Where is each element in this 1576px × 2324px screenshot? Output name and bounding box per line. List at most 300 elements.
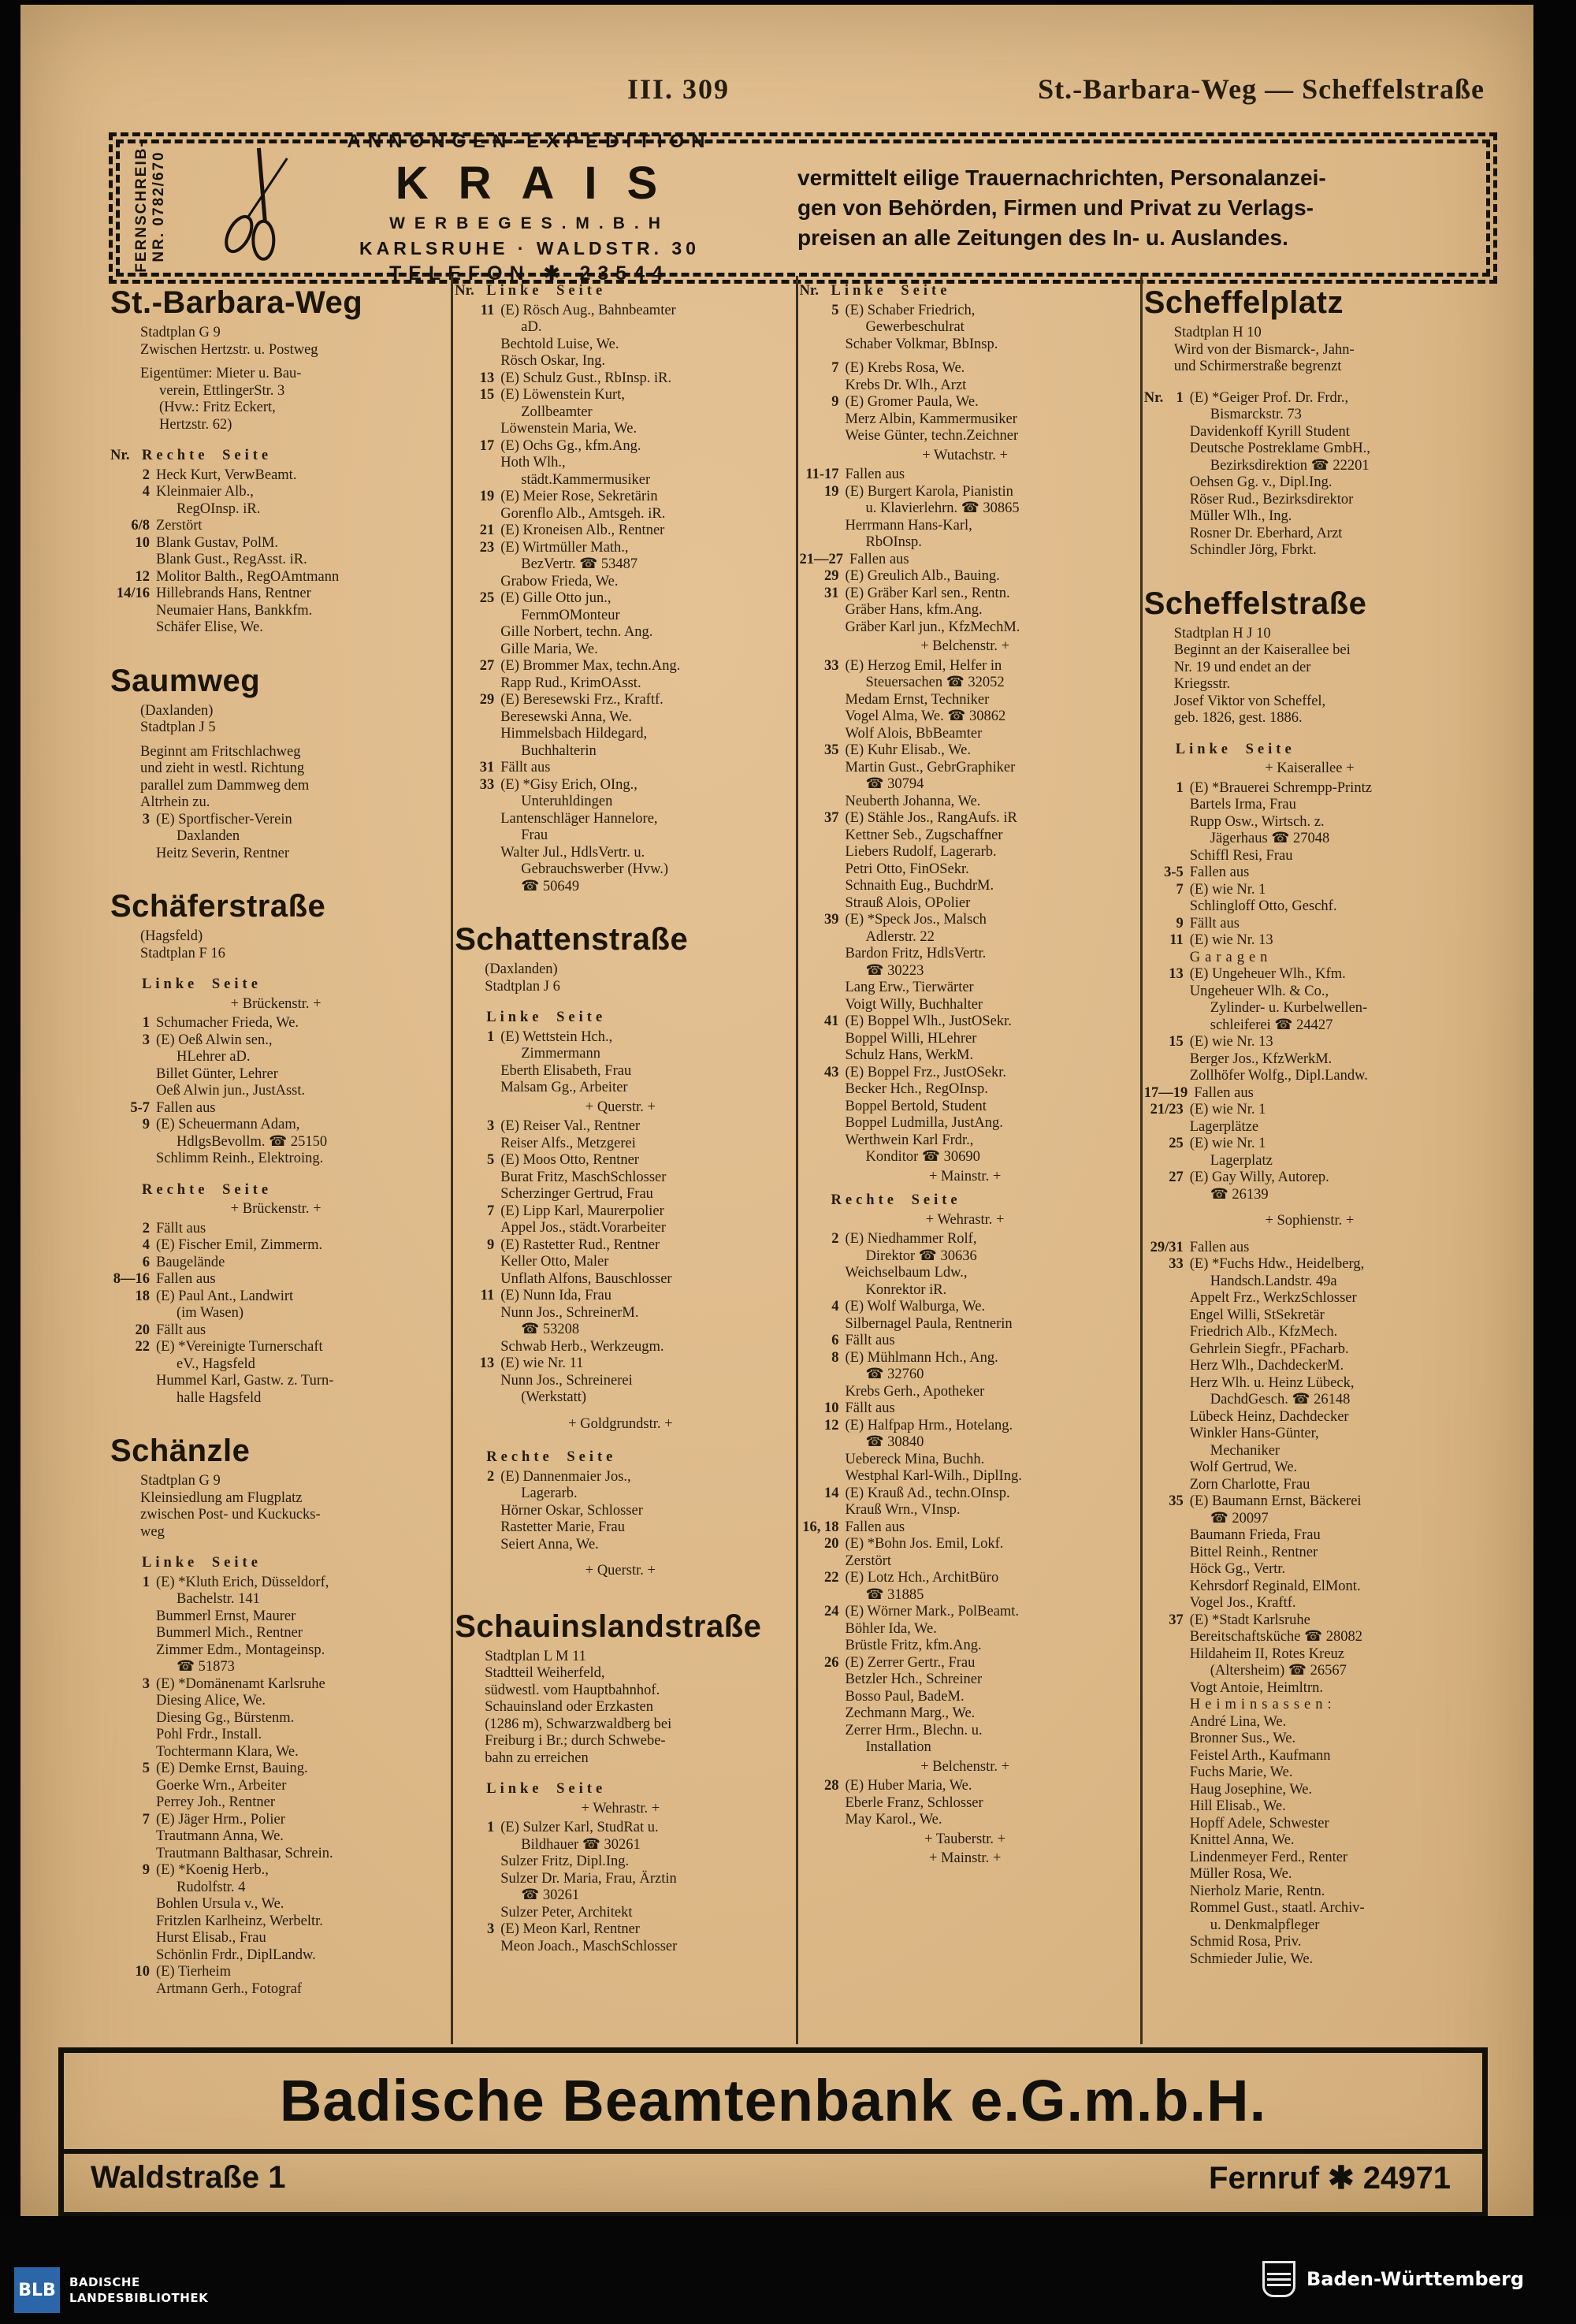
entry-continuation-line: Handsch.Landstr. 49a [1210,1273,1337,1289]
entry-continuation-line: Krebs Dr. Wlh., Arzt [845,377,967,393]
entry-continuation-line: Gräber Karl jun., KfzMechM. [845,619,1020,635]
spacer [455,995,786,1002]
entry-continuation-line: Zorn Charlotte, Frau [1189,1476,1310,1493]
directory-entry [110,1676,441,1694]
entry-text: (E) Gromer Paula, We. [845,394,979,410]
entry-continuation-line: Jägerhaus ☎ 27048 [1210,831,1330,846]
entry-continuation-line: Davidenkoff Kyrill Student [1189,423,1350,440]
directory-entry [110,1255,441,1272]
entry-continuation-line: Weise Günter, techn.Zeichner [845,428,1019,444]
directory-entry [455,1921,786,1939]
entry-text: (E) Jäger Hrm., Polier [156,1811,285,1828]
entry-continuation-line: Böhler Ida, We. [845,1620,937,1637]
directory-entry [110,484,441,501]
house-number: 3 [487,1118,495,1134]
directory-entry [1144,966,1475,984]
entry-continuation-line: Martin Gust., GebrGraphiker [845,759,1016,775]
street-info-line: zwischen Post- und Kuckucks- [140,1507,321,1523]
entry-continuation-line: Heitz Severin, Rentner [156,845,290,861]
entry-continuation-line: Bismarckstr. 73 [1210,407,1302,422]
house-number: 35 [824,742,839,758]
directory-entry [800,1400,1131,1418]
entry-continuation-line: Frau [521,827,548,843]
directory-entry [455,1820,786,1837]
entry-continuation-line: Zechmann Marg., We. [845,1705,976,1721]
house-number: 17 [479,437,495,454]
house-number: 3 [142,1032,150,1048]
spacer [110,359,441,366]
bank-ad-address: Waldstraße 1 [91,2160,286,2195]
entry-continuation-line: Steuersachen ☎ 32052 [865,675,1005,690]
scanned-page [20,5,1533,2216]
entry-continuation-line: Bittel Reinh., Rentner [1189,1544,1318,1560]
entry-text: (E) wie Nr. 1 [1189,881,1266,898]
entry-text: Fällt aus [500,760,551,775]
entry-text: (E) Reiser Val., Rentner [500,1118,641,1134]
house-number: 2 [142,1220,150,1236]
directory-entry [455,370,786,388]
directory-entry [1144,1102,1475,1119]
cross-street-marker: + Belchenstr. + [920,638,1010,654]
entry-text: (E) wie Nr. 13 [1189,932,1273,948]
house-number: 24 [824,1604,839,1619]
entry-continuation-line: Schwab Herb., Werkzeugm. [500,1338,664,1355]
entry-continuation-line: May Karol., We. [845,1812,942,1828]
entry-text: Blank Gustav, PolM. [156,534,279,551]
entry-continuation-line: Appel Jos., städt.Vorarbeiter [500,1220,667,1236]
street-info-line: Nr. 19 und endet an der [1173,659,1311,675]
entry-continuation-line: Wolf Gertrud, We. [1189,1459,1298,1475]
entry-continuation-line: Gräber Hans, kfm.Ang. [845,602,983,618]
entry-continuation-line: Fuchs Marie, We. [1189,1764,1293,1780]
entry-continuation-line: Brüstle Fritz, kfm.Ang. [845,1638,982,1653]
entry-continuation-line: Lagerarb. [521,1486,578,1501]
entry-text: (E) Nunn Ida, Frau [500,1288,612,1303]
house-number: 27 [1169,1169,1184,1185]
entry-continuation-line: Diesing Gg., Bürstenm. [156,1709,295,1726]
directory-entry [110,812,441,829]
bank-ad-title: Badische Beamtenbank e.G.m.b.H. [279,2068,1267,2133]
entry-text: (E) Paul Ant., Landwirt [156,1288,294,1304]
entry-continuation-line: Zollhöfer Wolfg., Dipl.Landw. [1189,1068,1368,1084]
house-number: 9 [1176,915,1184,931]
house-number: 12 [135,568,150,585]
house-number: 10 [135,1964,150,1980]
entry-text: (E) Zerrer Gertr., Frau [845,1654,976,1671]
entry-text: (E) Krauß Ad., techn.OInsp. [845,1485,1010,1501]
house-number: 7 [1176,881,1184,898]
entry-text: (E) Rastetter Rud., Rentner [500,1236,660,1253]
street-info-line: Stadtplan H J 10 [1173,625,1271,641]
entry-text: (E) Sulzer Karl, StudRat u. [500,1820,659,1835]
cross-street-marker: + Sophienstr. + [1265,1213,1355,1229]
entry-continuation-line: Bummerl Ernst, Maurer [156,1608,296,1624]
entry-continuation-line: Hörner Oskar, Schlosser [500,1502,643,1519]
directory-entry [800,1604,1131,1621]
entry-text: (E) Huber Maria, We. [845,1778,972,1794]
directory-entry [1144,882,1475,899]
library-footer-bar [0,2216,1576,2324]
entry-continuation-line: Vogt Antoie, Heimltrn. [1189,1679,1323,1696]
nr-label: Nr. [455,283,474,299]
entry-continuation-line: André Lina, We. [1189,1713,1287,1730]
entry-continuation-line: Kehrsdorf Reginald, ElMont. [1189,1578,1361,1594]
cross-street-marker: + Mainstr. + [928,1168,1002,1184]
house-number: 4 [142,1237,150,1253]
entry-text: (E) Baumann Ernst, Bäckerei [1189,1493,1362,1509]
entry-continuation-line: Walter Jul., HdlsVertr. u. [500,844,645,861]
street-info-line: Beginnt an der Kaiserallee bei [1173,642,1351,658]
entry-continuation-line: Goerke Wrn., Arbeiter [156,1777,287,1794]
entry-continuation-line: Zerstört [845,1552,892,1569]
house-number: 31 [479,760,495,775]
street-info-line: Stadtplan G 9 [140,1473,221,1489]
house-number: 37 [824,810,839,826]
entry-text: Baugelände [156,1254,225,1270]
entry-continuation-line: Zollbeamter [521,403,593,420]
house-number: 29 [479,692,495,708]
entry-text: (E) Ochs Gg., kfm.Ang. [500,437,641,454]
house-number: 11 [480,1288,495,1303]
entry-continuation-line: Berger Jos., KfzWerkM. [1189,1050,1333,1067]
entry-continuation-line: u. Klavierlehrn. ☎ 30865 [865,500,1020,516]
cross-street-marker: + Tauberstr. + [924,1831,1006,1847]
entry-text: (E) wie Nr. 13 [1189,1034,1273,1050]
entry-continuation-line: Schlingloff Otto, Geschf. [1189,898,1337,914]
directory-entry [110,1812,441,1829]
entry-text: (E) *Vereinigte Turnerschaft [156,1339,323,1355]
entry-text: (E) Demke Ernst, Bauing. [156,1761,308,1776]
entry-continuation-line: ☎ 30794 [865,776,924,792]
entry-text: (E) *Kluth Erich, Düsseldorf, [156,1574,329,1590]
entry-continuation-line: Gorenflo Alb., Amtsgeh. iR. [500,505,666,522]
entry-continuation-line: Nunn Jos., SchreinerM. [500,1304,639,1321]
directory-entry [110,1339,441,1356]
entry-continuation-line: Fritzlen Karlheinz, Werbeltr. [156,1913,323,1929]
cross-street-marker: + Kaiserallee + [1265,760,1355,776]
entry-text: (E) Kroneisen Alb., Rentner [500,522,665,538]
entry-continuation-line: Kettner Seb., Zugschaffner [845,827,1003,843]
entry-continuation-line: halle Hagsfeld [177,1389,262,1406]
entry-continuation-line: Reiser Alfs., Metzgerei [500,1135,636,1151]
street-heading: Schäferstraße [110,889,326,924]
entry-continuation-line: Rupp Osw., Wirtsch. z. [1189,813,1325,830]
entry-text: Schumacher Frieda, We. [156,1015,299,1031]
street-heading: Scheffelstraße [1143,586,1367,621]
cross-street-marker: + Querstr. + [585,1563,656,1578]
entry-continuation-line: FernmOMonteur [521,607,620,623]
krais-ad-center [309,130,750,287]
entry-continuation-line: Friedrich Alb., KfzMech. [1189,1324,1338,1340]
entry-continuation-line: Bronner Sus., We. [1189,1731,1296,1746]
section-heading: Nr. Rechte Seite [110,448,273,463]
street-heading: Schauinslandstraße [455,1608,762,1644]
entry-continuation-line: RbOInsp. [865,534,922,550]
entry-continuation-line: Billet Günter, Lehrer [156,1065,278,1082]
entry-text: (E) Gräber Karl sen., Rentn. [845,585,1010,601]
entry-continuation-line: Weichselbaum Ldw., [845,1265,968,1281]
house-number: 14/16 [116,586,150,601]
directory-entry [110,1862,441,1880]
directory-entry [1144,390,1475,407]
entry-text: (E) Schaber Friedrich, [845,302,976,318]
entry-continuation-line: (Werkstatt) [521,1389,587,1405]
house-number: 8 [831,1349,839,1366]
house-number: 33 [824,657,839,674]
directory-entry [110,1117,441,1134]
krais-address: KARLSRUHE · WALDSTR. 30 [359,238,700,259]
street-info-line: (Hagsfeld) [140,928,203,944]
entry-continuation-line: eV., Hagsfeld [177,1355,255,1372]
entry-text: Fällt aus [845,1333,895,1348]
house-number: 13 [479,1355,495,1371]
directory-entry [455,777,786,794]
krais-ad [109,132,1497,284]
entry-continuation-line: Artmann Gerh., Fotograf [156,1980,302,1997]
krais-company-form: WERBEGES.M.B.H [389,214,670,233]
spaced-label-line: Heiminsassen: [1189,1697,1336,1712]
entry-continuation-line: Höck Gg., Vertr. [1189,1561,1286,1577]
entry-text: (E) Dannenmaier Jos., [500,1468,631,1485]
spacer [455,895,786,913]
entry-continuation-line: Bezirksdirektion ☎ 22201 [1210,457,1370,474]
spacer [110,433,441,441]
entry-continuation-line: HdlgsBevollm. ☎ 25150 [177,1133,328,1150]
directory-entry [455,1203,786,1221]
entry-continuation-line: Gebrauchswerber (Hvw.) [521,861,669,877]
directory-entry [110,1271,441,1288]
spacer [1144,727,1475,734]
entry-text: (E) Boppel Wlh., JustOSekr. [845,1013,1012,1029]
house-number: 14 [824,1485,839,1501]
entry-continuation-line: Bohlen Ursula v., We. [156,1896,284,1912]
entry-continuation-line: Engel Willi, StSekretär [1189,1307,1325,1323]
entry-text: (E) Sportfischer-Verein [156,811,292,827]
entry-text: (E) Ungeheuer Wlh., Kfm. [1189,966,1346,982]
entry-continuation-line: Schnaith Eug., BuchdrM. [845,878,994,894]
entry-continuation-line: u. Denkmalpfleger [1210,1917,1320,1933]
entry-continuation-line: Lang Erw., Tierwärter [845,980,974,995]
entry-continuation-line: Beresewski Anna, We. [500,708,632,725]
street-info-line: (Daxlanden) [140,702,214,719]
entry-continuation-line: Röser Rud., Bezirksdirektor [1189,491,1354,508]
page-number: III. 309 [627,73,730,105]
entry-continuation-line: Bildhauer ☎ 30261 [521,1836,641,1853]
directory-entry [800,568,1131,586]
house-number: 35 [1169,1493,1184,1509]
entry-text: (E) Boppel Frz., JustOSekr. [845,1064,1007,1080]
street-info-line: Wird von der Bismarck-, Jahn- [1173,341,1355,358]
house-number: 10 [135,534,150,551]
house-number: 29 [824,568,839,584]
house-number: 13 [1169,966,1184,982]
directory-entry [110,518,441,535]
entry-continuation-line: Lindenmeyer Ferd., Renter [1189,1849,1348,1865]
entry-continuation-line: Hill Elisab., We. [1189,1798,1286,1814]
entry-continuation-line: Bardon Fritz, HdlsVertr. [845,946,987,961]
entry-continuation-line: Lagerplatz [1210,1152,1273,1169]
entry-continuation-line: Grabow Frieda, We. [500,573,619,589]
house-number: 11-17 [805,467,839,482]
entry-text: (E) *Domänenamt Karlsruhe [156,1675,325,1692]
entry-continuation-line: Medam Ernst, Techniker [845,691,990,708]
entry-continuation-line: ☎ 53208 [521,1322,580,1337]
directory-column-2 [453,276,797,2044]
entry-text: Fallen aus [156,1271,216,1287]
directory-entry [455,438,786,456]
entry-continuation-line: Deutsche Postreklame GmbH., [1189,441,1370,456]
page-header [20,73,1488,112]
entry-continuation-line: Strauß Alois, OPolier [845,894,971,911]
entry-continuation-line: Baumann Frieda, Frau [1189,1527,1321,1543]
spacer [110,1168,441,1175]
entry-continuation-line: DachdGesch. ☎ 26148 [1210,1392,1351,1407]
entry-continuation-line: Tochtermann Klara, We. [156,1743,299,1760]
entry-continuation-line: Perrey Joh., Rentner [156,1794,276,1810]
cross-street-marker: + Belchenstr. + [920,1758,1010,1775]
house-number: 2 [487,1468,495,1485]
directory-entry [800,1519,1131,1537]
house-number: 9 [831,394,839,410]
entry-text: (E) Lipp Karl, Maurerpolier [500,1203,664,1219]
directory-entry [455,1355,786,1373]
entry-text: (E) Gille Otto jun., [500,590,611,606]
entry-text: (E) wie Nr. 1 [1189,1136,1266,1151]
directory-entry [1144,932,1475,950]
house-number: 19 [479,489,495,504]
entry-text: (E) Meier Rose, Sekretärin [500,489,658,504]
entry-continuation-line: Installation [865,1739,931,1755]
nr-label: Nr. [110,448,130,463]
entry-continuation-line: Haug Josephine, We. [1189,1781,1313,1798]
entry-text: (E) Tierheim [156,1964,232,1980]
spacer [1144,1233,1475,1240]
entry-text: (E) Oeß Alwin sen., [156,1032,273,1048]
entry-text: (E) Krebs Rosa, We. [845,360,965,376]
entry-continuation-line: Malsam Gg., Arbeiter [500,1080,628,1095]
directory-entry [800,1299,1131,1316]
house-number: 17—19 [1143,1084,1188,1101]
entry-continuation-line: Appelt Frz., WerkzSchlosser [1189,1290,1357,1306]
entry-continuation-line: Oeß Alwin jun., JustAsst. [156,1083,306,1099]
house-number: 20 [135,1322,150,1338]
directory-entry [800,1333,1131,1350]
street-info-line: Stadtplan F 16 [140,945,225,961]
directory-entry [800,658,1131,675]
entry-continuation-line: Silbernagel Paula, Rentnerin [845,1315,1013,1332]
entry-continuation-line: Mechaniker [1210,1442,1280,1459]
house-number: 1 [1176,389,1184,406]
entry-text: (E) wie Nr. 11 [500,1355,584,1371]
entry-continuation-line: Schulz Hans, WerkM. [845,1047,974,1063]
entry-text: (E) wie Nr. 1 [1189,1102,1266,1117]
entry-continuation-line: Boppel Ludmilla, JustAng. [845,1115,1003,1131]
house-number: 5-7 [130,1099,150,1116]
street-info-line: (1286 m), Schwarzwaldberg bei [485,1716,672,1732]
entry-continuation-line: Daxlanden [177,828,240,844]
entry-continuation-line: Bosso Paul, BadeM. [845,1688,965,1705]
directory-entry [800,1536,1131,1553]
house-number: 23 [479,539,495,556]
spacer [455,1582,786,1600]
entry-continuation-line: Wolf Alois, BbBeamter [845,725,983,742]
house-number: 2 [831,1231,839,1247]
entry-continuation-line: Neumaier Hans, Bankkfm. [156,602,313,619]
street-info-line: und zieht in westl. Richtung [140,760,305,776]
entry-continuation-line: ☎ 51873 [177,1659,235,1675]
directory-entry [455,387,786,404]
section-heading: Linke Seite [142,1555,262,1571]
entry-continuation-line: Bechtold Luise, We. [500,336,619,352]
entry-continuation-line: Herz Wlh. u. Heinz Lübeck, [1189,1374,1355,1391]
entry-text: (E) Lotz Hch., ArchitBüro [845,1570,999,1586]
entry-continuation-line: Löwenstein Maria, We. [500,421,637,437]
house-number: 7 [831,360,839,376]
region-logo [1262,2261,1524,2297]
entry-text: (E) *Gisy Erich, OIng., [500,776,637,793]
house-number: 28 [824,1778,839,1794]
directory-entry [800,586,1131,603]
house-number: 22 [135,1339,150,1355]
entry-continuation-line: ☎ 50649 [521,878,580,894]
entry-continuation-line: BezVertr. ☎ 53487 [521,556,638,572]
street-info-line: geb. 1826, gest. 1886. [1173,710,1303,726]
entry-continuation-line: Vogel Jos., Kraftf. [1189,1595,1296,1611]
entry-text: (E) Kuhr Elisab., We. [845,742,971,758]
street-info-line: und Schirmerstraße begrenzt [1173,359,1342,374]
house-number: 3 [142,1675,150,1692]
nr-label: Nr. [799,283,819,299]
entry-continuation-line: Werthwein Karl Frdr., [845,1132,974,1148]
house-number: 33 [479,776,495,793]
entry-continuation-line: Bartels Irma, Frau [1189,797,1296,812]
entry-continuation-line: HLehrer aD. [177,1049,251,1065]
entry-text: Fällt aus [156,1220,206,1236]
house-number: 31 [824,585,839,601]
region-name: Baden-Württemberg [1306,2268,1524,2290]
entry-continuation-line: Winkler Hans-Günter, [1189,1426,1319,1441]
cross-street-marker: + Wehrastr. + [581,1800,660,1816]
directory-entry [1144,1240,1475,1257]
entry-continuation-line: ☎ 31885 [865,1586,924,1603]
entry-text: (E) Brommer Max, techn.Ang. [500,658,681,674]
entry-continuation-line: Schaber Volkmar, BbInsp. [845,336,998,352]
street-info-line: südwestl. vom Hauptbahnhof. [485,1682,660,1698]
spacer [110,1541,441,1548]
cross-street-marker: + Brückenstr. + [230,1201,322,1217]
house-number: 11 [480,302,495,318]
krais-brand: KRAIS [395,157,688,209]
entry-text: (E) Mühlmann Hch., Ang. [845,1349,998,1366]
directory-entry [455,540,786,557]
spacer [110,637,441,654]
spacer [455,1435,786,1442]
street-heading: Schattenstraße [455,922,689,957]
entry-continuation-line: Trautmann Anna, We. [156,1828,284,1844]
entry-continuation-line: Rudolfstr. 4 [177,1879,246,1895]
house-number: 8—16 [113,1271,150,1287]
spaced-label-line: Garagen [1189,949,1273,965]
house-number: 7 [487,1203,495,1219]
spacer [455,1767,786,1774]
house-number: 13 [479,370,495,386]
directory-column-1 [109,276,453,2044]
directory-entry [110,1761,441,1778]
house-number: 21 [479,522,495,538]
entry-text: Fallen aus [849,551,909,567]
directory-entry [110,586,441,603]
entry-continuation-line: Merz Albin, Kammermusiker [845,411,1017,427]
